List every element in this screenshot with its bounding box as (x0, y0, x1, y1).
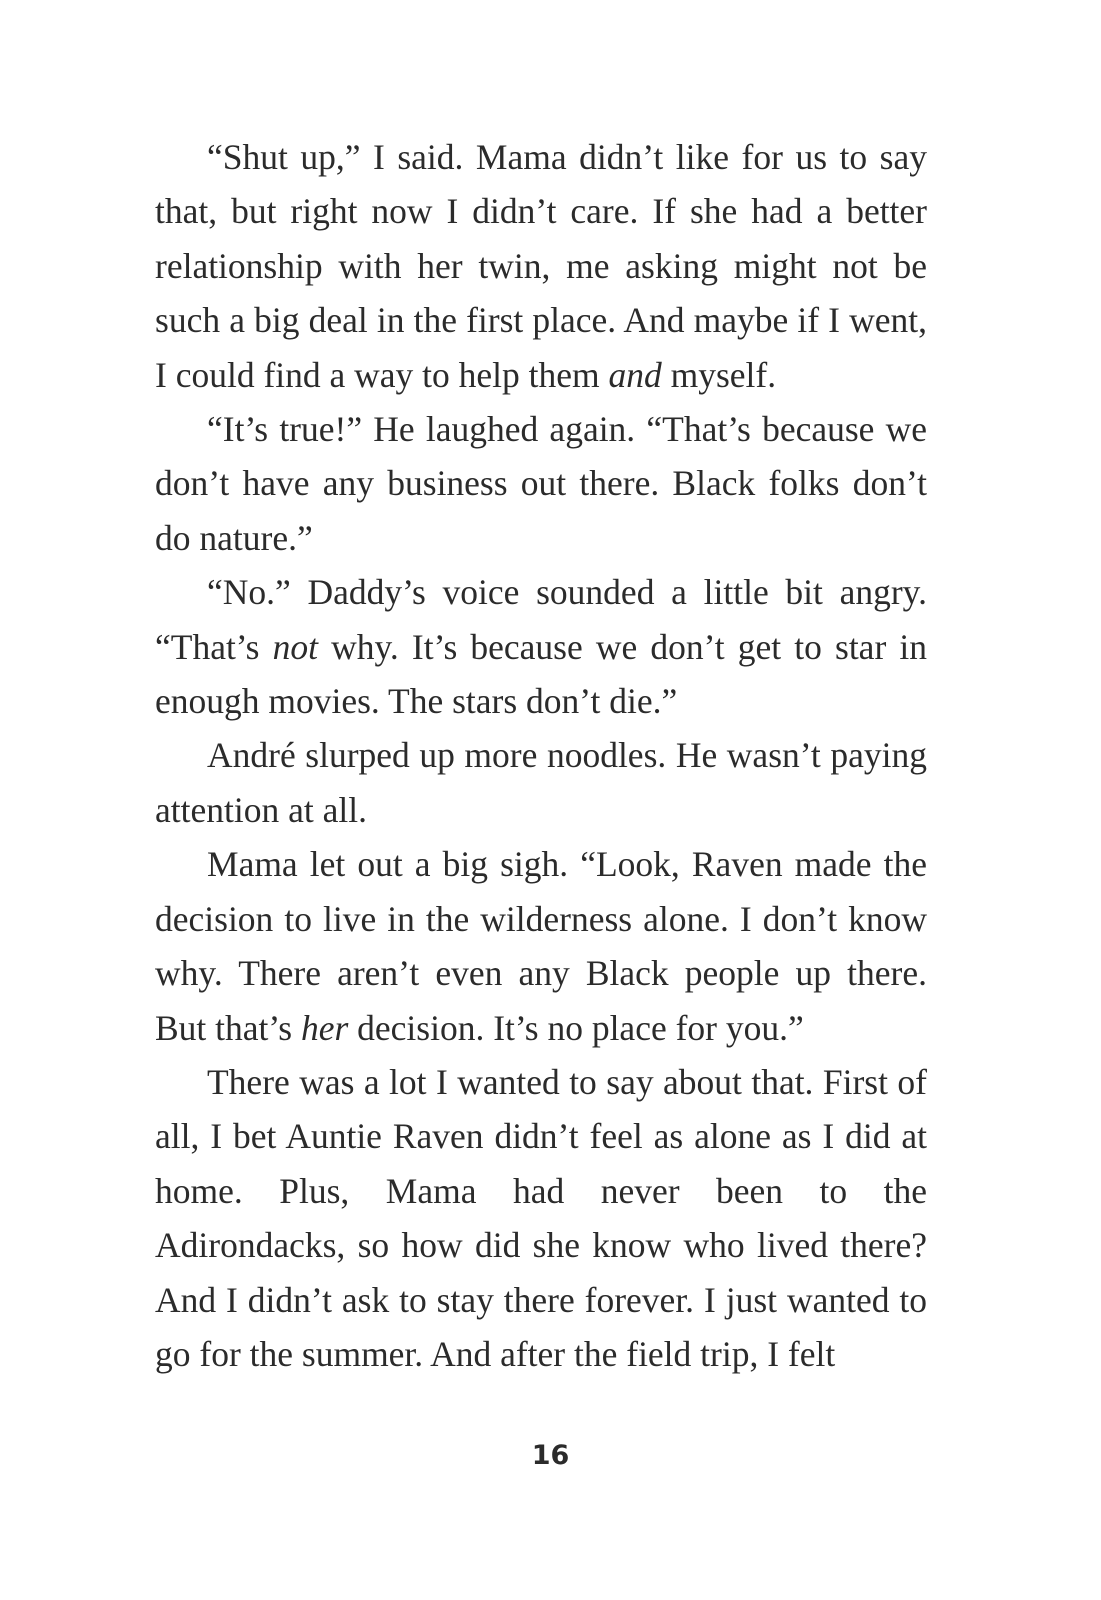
book-page-text (155, 130, 927, 1381)
paragraph-5-italic-her: her (300, 1007, 349, 1048)
paragraph-2-text: “It’s true!” He laughed again. “That’s because we don’t have any business out there. Black folks don’t do nature.” (155, 409, 927, 558)
paragraph-2 (155, 402, 927, 565)
paragraph-3-text-b: why. It’s because we don’t get to star in enough movies. The stars don’t die.” (155, 626, 927, 722)
paragraph-4 (155, 728, 927, 837)
paragraph-5-text-a: Mama let out a big sigh. “Look, Raven made the decision to live in the wilderness alone. I don’t know why. There aren’t even any Black people up there. But that’s (155, 844, 927, 1048)
page-number: 16 (531, 1440, 570, 1471)
paragraph-3-text-a: “No.” Daddy’s voice sounded a little bit angry. “That’s (155, 572, 927, 667)
paragraph-1-italic-and: and (608, 354, 662, 395)
paragraph-4-text: André slurped up more noodles. He wasn’t paying attention at all. (155, 735, 927, 830)
paragraph-1-text-b: myself. (661, 354, 777, 395)
paragraph-6 (155, 1055, 927, 1381)
paragraph-3-italic-not: not (272, 626, 318, 667)
paragraph-3 (155, 565, 927, 728)
paragraph-5-text-b: decision. It’s no place for you.” (348, 1007, 804, 1048)
paragraph-1-text-a: “Shut up,” I said. Mama didn’t like for us to say that, but right now I didn’t care. If she had a better relationship with her twin, me asking might not be such a big deal in the first place. And maybe if I went, I could find a way to help them (155, 137, 927, 395)
paragraph-6-text: There was a lot I wanted to say about that. First of all, I bet Auntie Raven didn’t feel as alone as I did at home. Plus, Mama had never been to the Adirondacks, so how did she know who lived there? And I didn’t ask to stay there forever. I just wanted to go for the summer. And after the field trip, I felt (155, 1061, 927, 1374)
paragraph-1 (155, 130, 927, 402)
paragraph-5 (155, 837, 927, 1055)
